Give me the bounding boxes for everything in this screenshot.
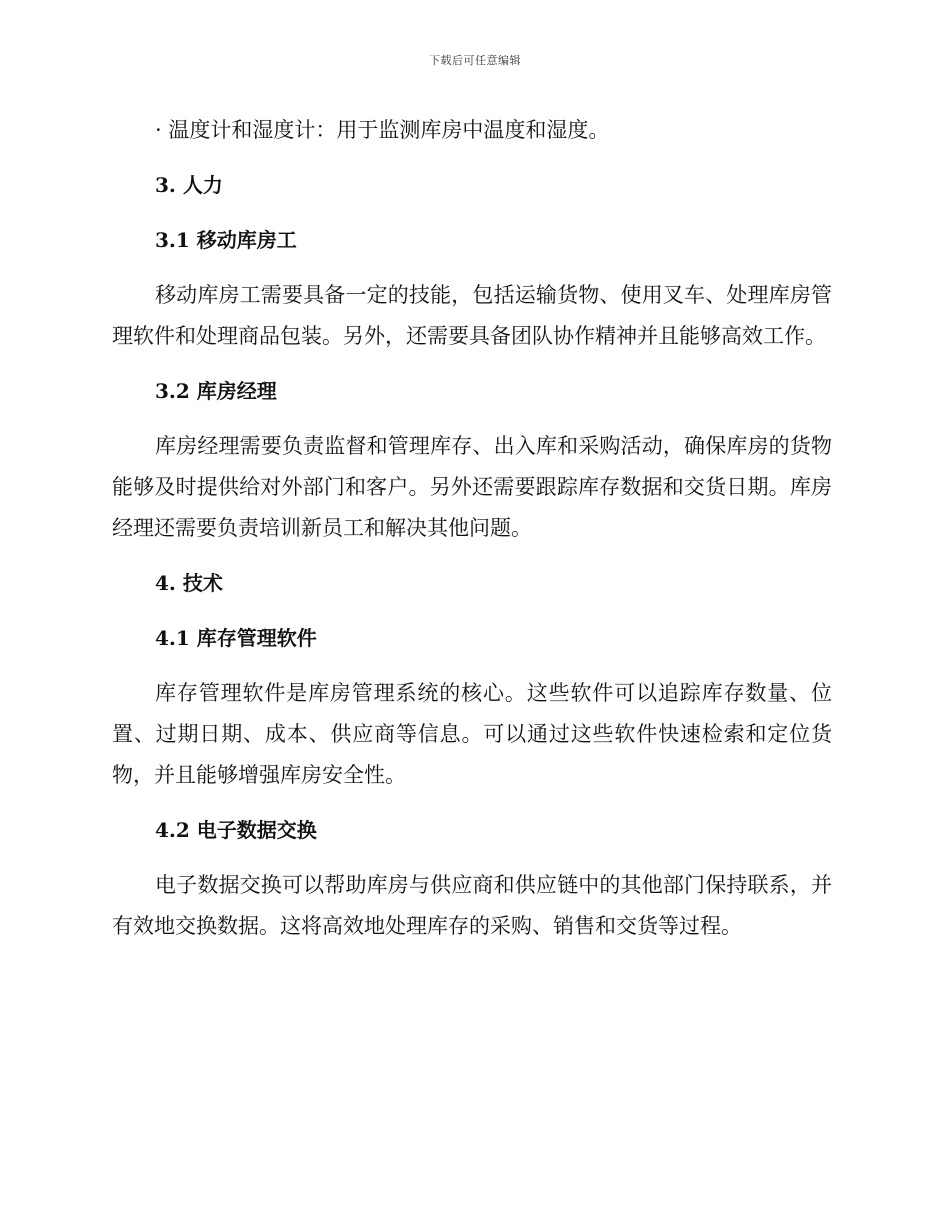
section-heading-4: 4. 技术 (155, 571, 223, 595)
subsection-heading-3-1: 3.1 移动库房工 (155, 228, 297, 252)
page-header: 下载后可任意编辑 (429, 54, 521, 67)
section-heading-3: 3. 人力 (155, 173, 223, 197)
subsection-heading-3-2: 3.2 库房经理 (155, 379, 277, 403)
paragraph-4-2: 电子数据交换可以帮助库房与供应商和供应链中的其他部门保持联系，并有效地交换数据。这将高效地处理库存的采购、销售和交货等过程。 (112, 873, 832, 938)
bullet-item-thermometer: · 温度计和湿度计：用于监测库房中温度和湿度。 (155, 118, 610, 142)
paragraph-4-1: 库存管理软件是库房管理系统的核心。这些软件可以追踪库存数量、位置、过期日期、成本、供应商等信息。可以通过这些软件快速检索和定位货物，并且能够增强库房安全性。 (112, 681, 832, 787)
document-body (112, 110, 832, 961)
paragraph-3-1: 移动库房工需要具备一定的技能，包括运输货物、使用叉车、处理库房管理软件和处理商品包装。另外，还需要具备团队协作精神并且能够高效工作。 (112, 283, 832, 348)
subsection-heading-4-1: 4.1 库存管理软件 (155, 626, 317, 650)
paragraph-3-2: 库房经理需要负责监督和管理库存、出入库和采购活动，确保库房的货物能够及时提供给对外部门和客户。另外还需要跟踪库存数据和交货日期。库房经理还需要负责培训新员工和解决其他问题。 (112, 434, 832, 540)
subsection-heading-4-2: 4.2 电子数据交换 (155, 818, 317, 842)
